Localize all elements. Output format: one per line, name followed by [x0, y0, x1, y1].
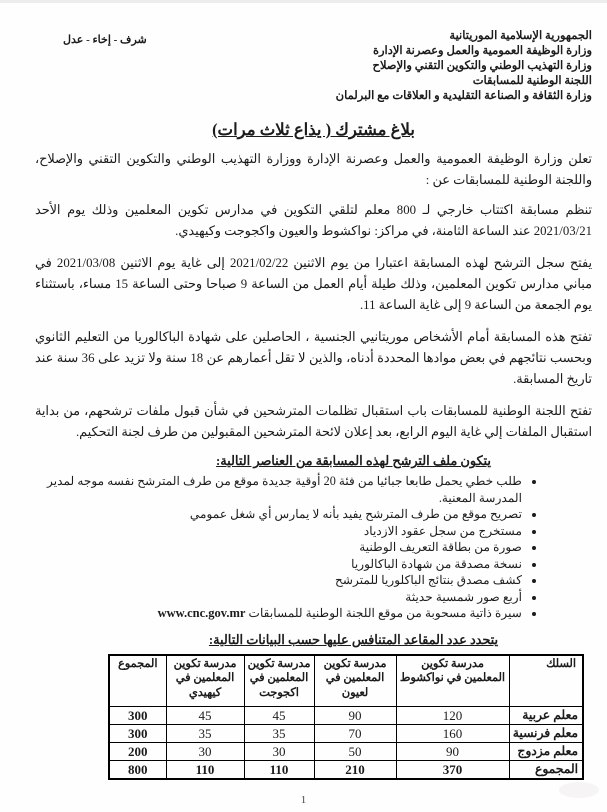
ministry-line: وزارة الثقافة و الصناعة التقليدية و العلاقات مع البرلمان — [335, 90, 592, 102]
seat-count-cell: 110 — [166, 761, 244, 780]
seat-count-cell: 110 — [244, 761, 314, 780]
column-header-layoun: مدرسة تكوين المعلمين في لعيون — [314, 655, 396, 707]
column-header-nouakchott: مدرسة تكوين المعلمين في نواكشوط — [396, 655, 509, 707]
column-header-kaedi: مدرسة تكوين المعلمين في كيهيدي — [166, 655, 244, 707]
seat-count-cell: 90 — [314, 707, 396, 725]
seat-count-cell: 50 — [314, 743, 396, 761]
paragraph-announcement: تعلن وزارة الوظيفة العمومية والعمل وعصرنة الإدارة ووزارة التهذيب الوطني والتكوين التقني والإصلاح، واللجنة الوطنية للمسابقات عن : — [35, 152, 592, 187]
column-header-total: المجموع — [109, 655, 166, 707]
column-header-akjoujt: مدرسة تكوين المعلمين في اكجوجت — [244, 655, 314, 707]
dossier-item: • طلب خطي يحمل طابعا جبائيا من فئة 20 أوقية جديدة موقع من طرف المترشح نفسه موجه لمدير المدرسة المعنية. — [35, 473, 522, 506]
seats-heading: يتحدد عدد المقاعد المتنافس عليها حسب البيانات التالية: — [208, 632, 499, 647]
document-title: بلاغ مشترك ( يذاع ثلاث مرات) — [212, 120, 415, 139]
ministry-line: اللجنة الوطنية للمسابقات — [472, 75, 592, 87]
table-row — [109, 725, 583, 743]
column-header-corps: السلك — [509, 655, 583, 707]
seat-count-cell: 160 — [396, 725, 509, 743]
ministry-line: وزارة التهذيب الوطني والتكوين التقني والإصلاح — [372, 60, 592, 72]
seat-count-cell: 70 — [314, 725, 396, 743]
seat-count-cell: 45 — [244, 707, 314, 725]
seat-count-cell: 300 — [109, 725, 166, 743]
dossier-item: • كشف مصدق بنتائج الباكلوريا للمترشح — [35, 572, 522, 589]
seat-count-cell: 300 — [109, 707, 166, 725]
seat-count-cell: 90 — [396, 743, 509, 761]
table-row — [109, 761, 583, 780]
dossier-item-text: سيرة ذاتية مسحوبة من موقع اللجنة الوطنية للمسابقات — [248, 606, 522, 620]
dossier-items-list — [35, 473, 592, 622]
seat-count-cell: 120 — [396, 707, 509, 725]
row-label-corps: معلم فرنسية — [509, 725, 583, 743]
dossier-item: • نسخة مصدقة من شهادة الباكالوريا — [35, 556, 522, 573]
seat-count-cell: 35 — [166, 725, 244, 743]
letterhead — [35, 29, 592, 104]
row-label-corps: المجموع — [509, 761, 583, 780]
table-header-row — [109, 655, 583, 707]
table-row — [109, 743, 583, 761]
dossier-item: • مستخرج من سجل عقود الازدياد — [35, 523, 522, 540]
dossier-item-cv — [35, 605, 522, 622]
row-label-corps: معلم عربية — [509, 707, 583, 725]
table-row — [109, 707, 583, 725]
cnc-website-url: www.cnc.gov.mr — [157, 606, 246, 620]
dossier-item: • تصريح موقع من طرف المترشح يفيد بأنه لا يمارس أي شغل عمومي — [35, 506, 522, 523]
seat-count-cell: 45 — [166, 707, 244, 725]
dossier-item: • أربع صور شمسية حديثة — [35, 589, 522, 606]
national-motto: شرف - إخاء - عدل — [63, 34, 147, 46]
dossier-item: • صورة من بطاقة التعريف الوطنية — [35, 539, 522, 556]
seat-count-cell: 200 — [109, 743, 166, 761]
seat-count-cell: 370 — [396, 761, 509, 780]
paragraph-competition: تنظم مسابقة اكتتاب خارجي لـ 800 معلم لتلقي التكوين في مدارس تكوين المعلمين وذلك يوم الأحد 2021/03/21 عند الساعة الثامنة، في مراكز: نواكشوط والعيون واكجوجت وكيهيدي. — [35, 203, 592, 238]
seats-table-body — [109, 707, 583, 780]
seat-count-cell: 35 — [244, 725, 314, 743]
page-number: 1 — [300, 794, 307, 806]
paragraph-appeals: تفتح اللجنة الوطنية للمسابقات باب استقبال تظلمات المترشحين في شأن قبول ملفات ترشحهم، من بداية استقبال الملفات إلي غاية اليوم الرابع، بعد إعلان لائحة المترشحين المقبولين من طرف لجنة التحكيم. — [35, 404, 592, 439]
row-label-corps: معلم مزدوج — [509, 743, 583, 761]
seats-table — [108, 654, 584, 781]
republic-name: الجمهورية الإسلامية الموريتانية — [449, 30, 592, 42]
paragraph-registration: يفتح سجل الترشح لهذه المسابقة اعتبارا من يوم الاثنين 2021/02/22 إلى غاية يوم الاثنين 2021/03/08 في مباني مدارس تكوين المعلمين، وذلك طيلة أيام العمل من الساعة 9 صباحا وحتى الساعة 15 مساء، باستثناء يوم الجمعة من الساعة 9 إلى غاية الساعة 11. — [35, 256, 593, 312]
seat-count-cell: 30 — [244, 743, 314, 761]
seat-count-cell: 800 — [109, 761, 166, 780]
seat-count-cell: 210 — [314, 761, 396, 780]
ministry-line: وزارة الوظيفة العمومية والعمل وعصرنة الإدارة — [372, 45, 592, 57]
seat-count-cell: 30 — [166, 743, 244, 761]
dossier-heading: يتكون ملف الترشح لهذه المسابقة من العناصر التالية: — [216, 454, 491, 468]
paragraph-eligibility: تفتح هذه المسابقة أمام الأشخاص موريتانيي الجنسية ، الحاصلين على شهادة الباكالوريا من التعليم الثانوي وبحسب نتائجهم في بعض موادها المحددة أدناه، والذين لا تقل أعمارهم عن 18 سنة ولا تزيد على 36 سنة عند تاريخ المسابقة. — [35, 330, 592, 386]
ministry-header-lines — [336, 29, 592, 104]
